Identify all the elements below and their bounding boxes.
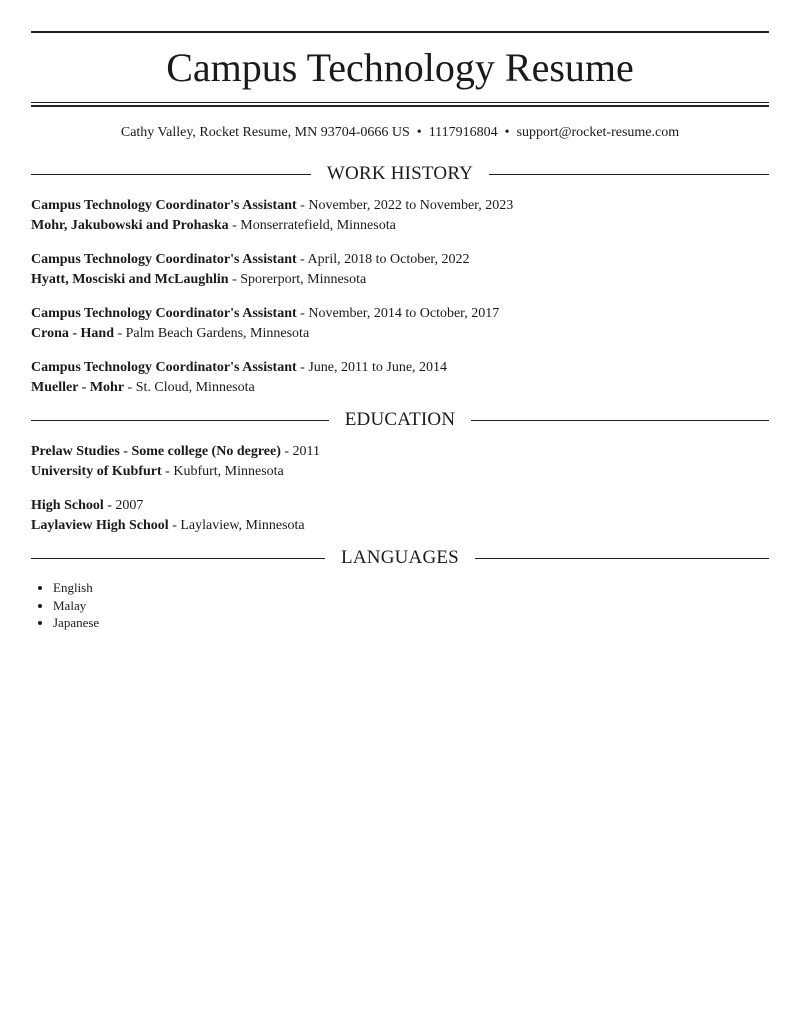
- work-entry-employer-line: [31, 378, 769, 398]
- education-year: - 2007: [103, 498, 144, 513]
- work-entry-title-line: [31, 250, 769, 270]
- work-role: Campus Technology Coordinator's Assistant: [31, 252, 297, 267]
- contact-line: [31, 124, 769, 142]
- work-employer: Crona - Hand: [31, 325, 114, 341]
- section-title: LANGUAGES: [341, 547, 459, 568]
- education-school: University of Kubfurt: [31, 463, 162, 479]
- work-location: - St. Cloud, Minnesota: [124, 379, 255, 395]
- heading-rule-right: [475, 558, 769, 559]
- work-entry: [31, 196, 769, 235]
- top-rule: [31, 31, 769, 33]
- work-entry: [31, 250, 769, 289]
- education-degree: High School: [31, 498, 104, 513]
- work-location: - Palm Beach Gardens, Minnesota: [113, 325, 310, 341]
- work-employer: Mueller - Mohr: [31, 379, 125, 395]
- heading-rule-left: [31, 420, 329, 421]
- education-location: - Kubfurt, Minnesota: [161, 463, 284, 479]
- education-degree-line: [31, 496, 769, 516]
- section-title: EDUCATION: [344, 409, 456, 430]
- language-item: • English: [53, 579, 99, 597]
- work-entry-employer-line: [31, 324, 769, 344]
- education-location: - Laylaview, Minnesota: [168, 517, 305, 533]
- education-degree-line: [31, 442, 769, 462]
- work-dates: - November, 2014 to October, 2017: [296, 306, 500, 321]
- work-dates: - April, 2018 to October, 2022: [296, 252, 470, 267]
- work-dates: - June, 2011 to June, 2014: [296, 360, 448, 375]
- work-location: - Sporerport, Minnesota: [228, 271, 367, 287]
- section-heading-work-history: [31, 163, 769, 185]
- education-entry: [31, 442, 769, 481]
- section-heading-education: [31, 409, 769, 431]
- section-heading-languages: [31, 547, 769, 569]
- heading-rule-right: [471, 420, 769, 421]
- education-school: Laylaview High School: [31, 517, 169, 533]
- work-role: Campus Technology Coordinator's Assistant: [31, 360, 297, 375]
- heading-rule-right: [489, 174, 769, 175]
- work-employer: Mohr, Jakubowski and Prohaska: [31, 217, 229, 233]
- contact-phone: 1117916804: [428, 125, 498, 140]
- contact-separator: •: [504, 125, 510, 140]
- contact-email: support@rocket-resume.com: [516, 125, 680, 140]
- section-title: WORK HISTORY: [326, 163, 474, 184]
- education-year: - 2011: [280, 444, 321, 459]
- work-location: - Monserratefield, Minnesota: [228, 217, 396, 233]
- work-role: Campus Technology Coordinator's Assistant: [31, 306, 297, 321]
- work-entry-employer-line: [31, 270, 769, 290]
- work-role: Campus Technology Coordinator's Assistant: [31, 198, 297, 213]
- work-entry: [31, 304, 769, 343]
- title-rule-thick: [31, 105, 769, 107]
- heading-rule-left: [31, 558, 325, 559]
- education-school-line: [31, 516, 769, 536]
- work-entry-title-line: [31, 196, 769, 216]
- work-entry-title-line: [31, 358, 769, 378]
- work-entry: [31, 358, 769, 397]
- contact-address: Cathy Valley, Rocket Resume, MN 93704-0666 US: [120, 125, 410, 140]
- contact-separator: •: [416, 125, 422, 140]
- resume-title: Campus Technology Resume: [166, 45, 634, 90]
- work-entry-title-line: [31, 304, 769, 324]
- work-entry-employer-line: [31, 216, 769, 236]
- education-entry: [31, 496, 769, 535]
- languages-list: [31, 579, 99, 632]
- education-school-line: [31, 462, 769, 482]
- title-rule-thin: [31, 102, 769, 103]
- education-degree: Prelaw Studies - Some college (No degree): [31, 444, 281, 459]
- work-dates: - November, 2022 to November, 2023: [296, 198, 514, 213]
- heading-rule-left: [31, 174, 311, 175]
- work-employer: Hyatt, Mosciski and McLaughlin: [31, 271, 229, 287]
- language-item: • Japanese: [53, 614, 99, 632]
- language-item: • Malay: [53, 597, 99, 615]
